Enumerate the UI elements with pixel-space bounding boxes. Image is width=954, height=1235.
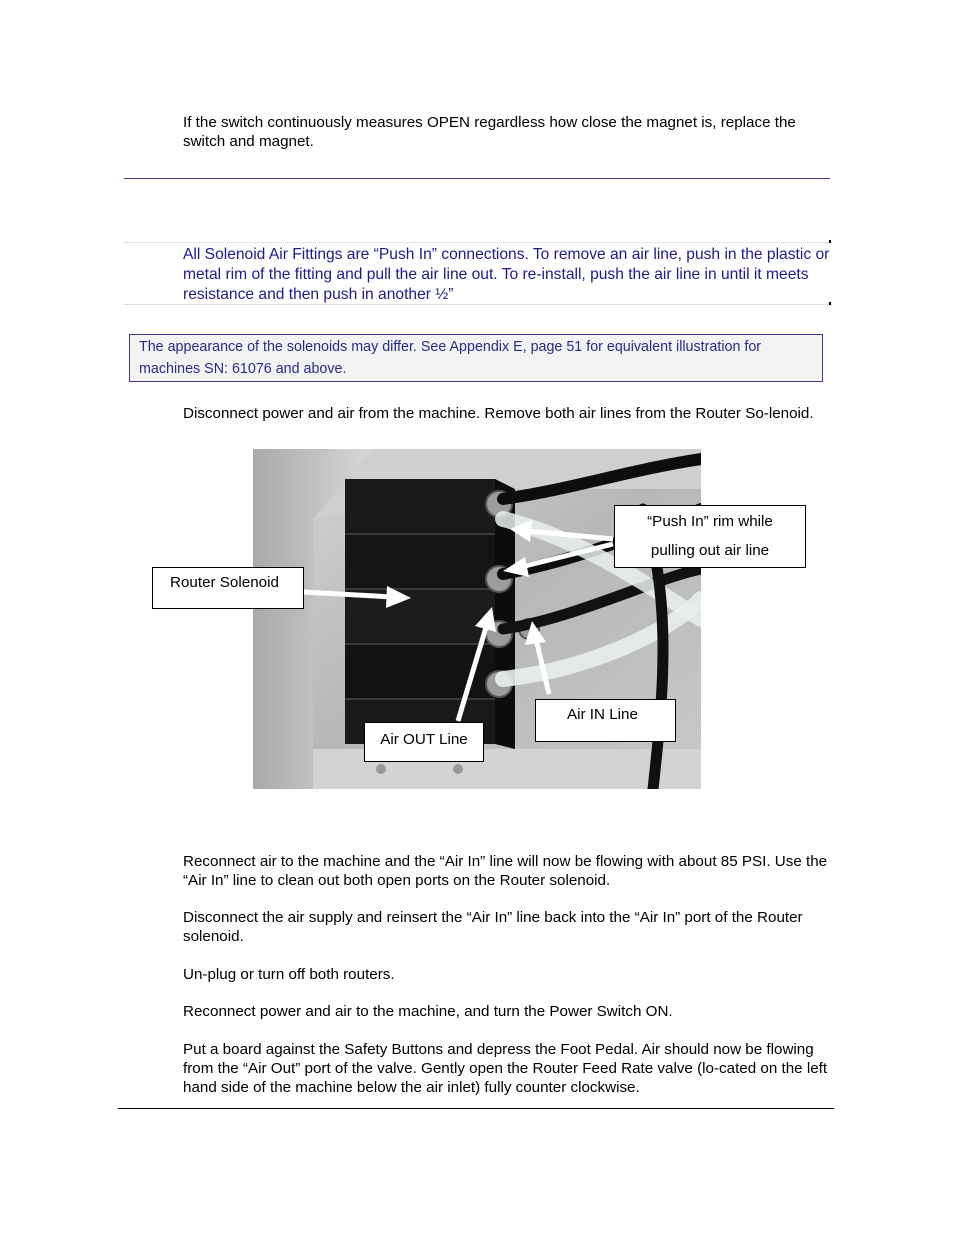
router-solenoid-label: Router Solenoid xyxy=(170,574,279,591)
section-divider xyxy=(124,178,830,179)
step-reinsert-air-in: Disconnect the air supply and reinsert the “Air In” line back into the “Air In” port of the Router solenoid. xyxy=(183,909,803,945)
step-foot-pedal: Put a board against the Safety Buttons and depress the Foot Pedal. Air should now be flowing from the “Air Out” port of the valve. Gently open the Router Feed Rate valve (lo-cated on the left hand side of the machine below the air inlet) fully counter clockwise. xyxy=(183,1041,828,1096)
air-out-line-label: Air OUT Line xyxy=(380,731,468,748)
push-in-rim-label-line2: pulling out air line xyxy=(650,542,770,559)
push-in-rim-callout xyxy=(614,505,806,568)
air-in-line-callout xyxy=(535,699,676,742)
tip-top-border xyxy=(124,242,832,243)
intro-paragraph: If the switch continuously measures OPEN regardless how close the magnet is, replace the switch and magnet. xyxy=(183,114,796,150)
tip-top-mark xyxy=(829,240,831,243)
tip-bottom-mark xyxy=(829,302,831,305)
step-power-on: Reconnect power and air to the machine, and turn the Power Switch ON. xyxy=(183,1003,673,1020)
step-reconnect-air: Reconnect air to the machine and the “Air In” line will now be flowing with about 85 PSI. Use the “Air In” line to clean out both open ports on the Router solenoid. xyxy=(183,853,828,889)
step-unplug-routers: Un-plug or turn off both routers. xyxy=(183,966,395,983)
router-solenoid-callout xyxy=(152,567,304,609)
note-box xyxy=(129,334,823,382)
tip-bottom-border xyxy=(124,304,832,305)
push-in-rim-label-line1: “Push In” rim while xyxy=(647,513,773,530)
air-out-line-callout xyxy=(364,722,484,762)
air-in-line-label: Air IN Line xyxy=(567,706,638,723)
footer-rule xyxy=(118,1108,834,1109)
disconnect-step: Disconnect power and air from the machine. Remove both air lines from the Router So-lenoid. xyxy=(183,405,814,422)
note-text: The appearance of the solenoids may differ. See Appendix E, page 51 for equivalent illustration for machines SN: 61076 and above. xyxy=(139,339,762,377)
tip-paragraph: All Solenoid Air Fittings are “Push In” connections. To remove an air line, push in the plastic or metal rim of the fitting and pull the air line out. To re-install, push the air line in until it meets resistance and then push in another ½” xyxy=(183,246,830,303)
